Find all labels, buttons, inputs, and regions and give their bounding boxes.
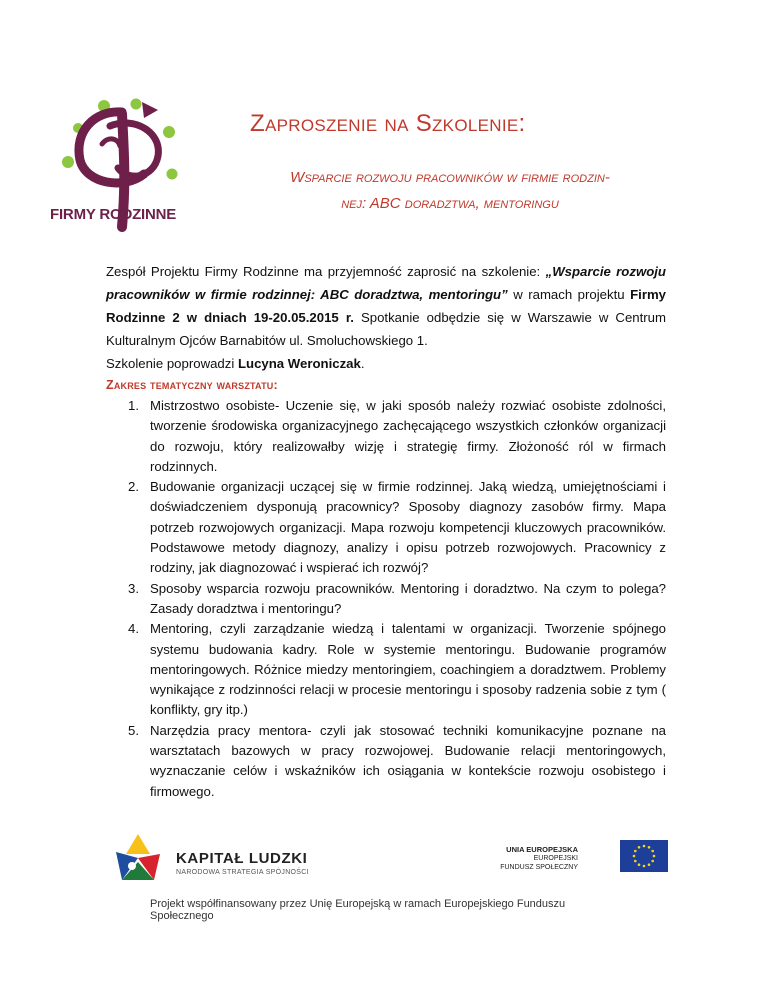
training-title: „Wsparcie rozwoju pracowników w firmie rodzinnej: ABC doradztwa, mentoringu” (106, 264, 666, 302)
intro-text: Zespół Projektu Firmy Rodzinne ma przyjemność zaprosić na szkolenie: (106, 264, 546, 279)
list-item-number: 1. (128, 398, 139, 413)
kapital-ludzki-text (176, 850, 309, 876)
eu-flag-icon (620, 840, 668, 872)
intro-paragraph (106, 260, 666, 352)
list-item-text: Mentoring, czyli zarządzanie wiedzą i talentami w organizacji. Tworzenie spójnego systemu budowania kadry. Role w systemie mentoringu. Budowanie programów mentoringowych. Różnice miedzy mentoringiem, coachingiem a doradztwem. Problemy wynikające z rodzinności relacji w procesie mentoringu i sposoby radzenia sobie z tym ( konflikty, gry itp.) (150, 621, 666, 718)
kapital-ludzki-title: KAPITAŁ LUDZKI (176, 850, 308, 867)
list-item (106, 721, 666, 802)
eu-line-1: UNIA EUROPEJSKA (506, 845, 578, 854)
list-item (106, 579, 666, 620)
kapital-ludzki-emblem (108, 832, 168, 888)
list-item-text: Mistrzostwo osobiste- Uczenie się, w jaki sposób należy rozwiać osobiste zdolności, tworzenie środowiska organizacyjnego zachęcającego wszystkich członków organizacji do rozwoju, który realizowałby wizję i strategię firmy. Złożoność ról w firmach rodzinnych. (150, 398, 666, 474)
trainer-period: . (360, 356, 365, 371)
intro-section (106, 260, 666, 375)
trainer-paragraph (106, 352, 666, 375)
subtitle-line-1: Wsparcie rozwoju pracowników w firmie rodzin- (290, 169, 610, 186)
list-item (106, 477, 666, 578)
list-item-number: 4. (128, 621, 139, 637)
intro-text: w ramach projektu (507, 287, 631, 302)
logo-arrow (142, 102, 158, 118)
list-item-text: Sposoby wsparcia rozwoju pracowników. Mentoring i doradztwo. Na czym to polega? Zasady doradztwa i mentoringu? (150, 580, 666, 616)
kapital-ludzki-subtitle: NARODOWA STRATEGIA SPÓJNOŚCI (176, 869, 309, 876)
scope-heading: Zakres tematyczny warsztatu: (106, 378, 278, 392)
list-item-number: 2. (128, 479, 139, 495)
list-item-number: 5. (128, 722, 139, 738)
cofinanced-note: Projekt współfinansowany przez Unię Europejską w ramach Europejskiego Funduszu Społecznego (150, 898, 566, 922)
scope-list (106, 396, 666, 802)
page-subtitle (215, 165, 685, 217)
project-dates: Firmy Rodzinne 2 w dniach 19-20.05.2015 r. (106, 287, 667, 325)
list-item-number: 3. (128, 580, 139, 596)
subtitle-line-2: nej: ABC doradztwa, mentoringu (341, 195, 559, 212)
eu-line-2: EUROPEJSKI (533, 855, 578, 862)
list-item (106, 396, 666, 477)
eu-fund-text (500, 845, 578, 872)
intro-location: Spotkanie odbędzie się w Warszawie w Centrum Kulturalnym Ojców Barnabitów ul. Smoluchowskiego 1. (106, 310, 666, 348)
list-item-text: Narzędzia pracy mentora- czyli jak stosować techniki komunikacyjne poznane na warsztatach bazowych w pracy rozwojowej. Budowanie relacji mentoringowych, wyznaczanie celów i wskaźników ich osiągania w kontekście rozwoju osobistego i firmowego. (150, 722, 666, 799)
page-title: Zaproszenie na Szkolenie: (250, 110, 526, 137)
trainer-label: Szkolenie poprowadzi (106, 356, 238, 371)
trainer-name: Lucyna Weroniczak (237, 356, 361, 371)
list-item (106, 619, 666, 720)
list-item-text: Budowanie organizacji uczącej się w firmie rodzinnej. Jaką wiedzą, umiejętnościami i doświadczeniem dysponują pracownicy? Sposoby diagnozy zasobów firmy. Mapa potrzeb rozwojowych organizacji. Mapa rozwoju kompetencji kluczowych pracowników. Podstawowe metody diagnozy, analizy i opisu potrzeb rozwojowych. Pracownicy z rodziny, jak diagnozować i wspierać ich rozwój? (150, 479, 666, 576)
eu-line-3: FUNDUSZ SPOŁECZNY (500, 864, 578, 871)
logo-text: FIRMY RODZINNE (50, 206, 177, 223)
